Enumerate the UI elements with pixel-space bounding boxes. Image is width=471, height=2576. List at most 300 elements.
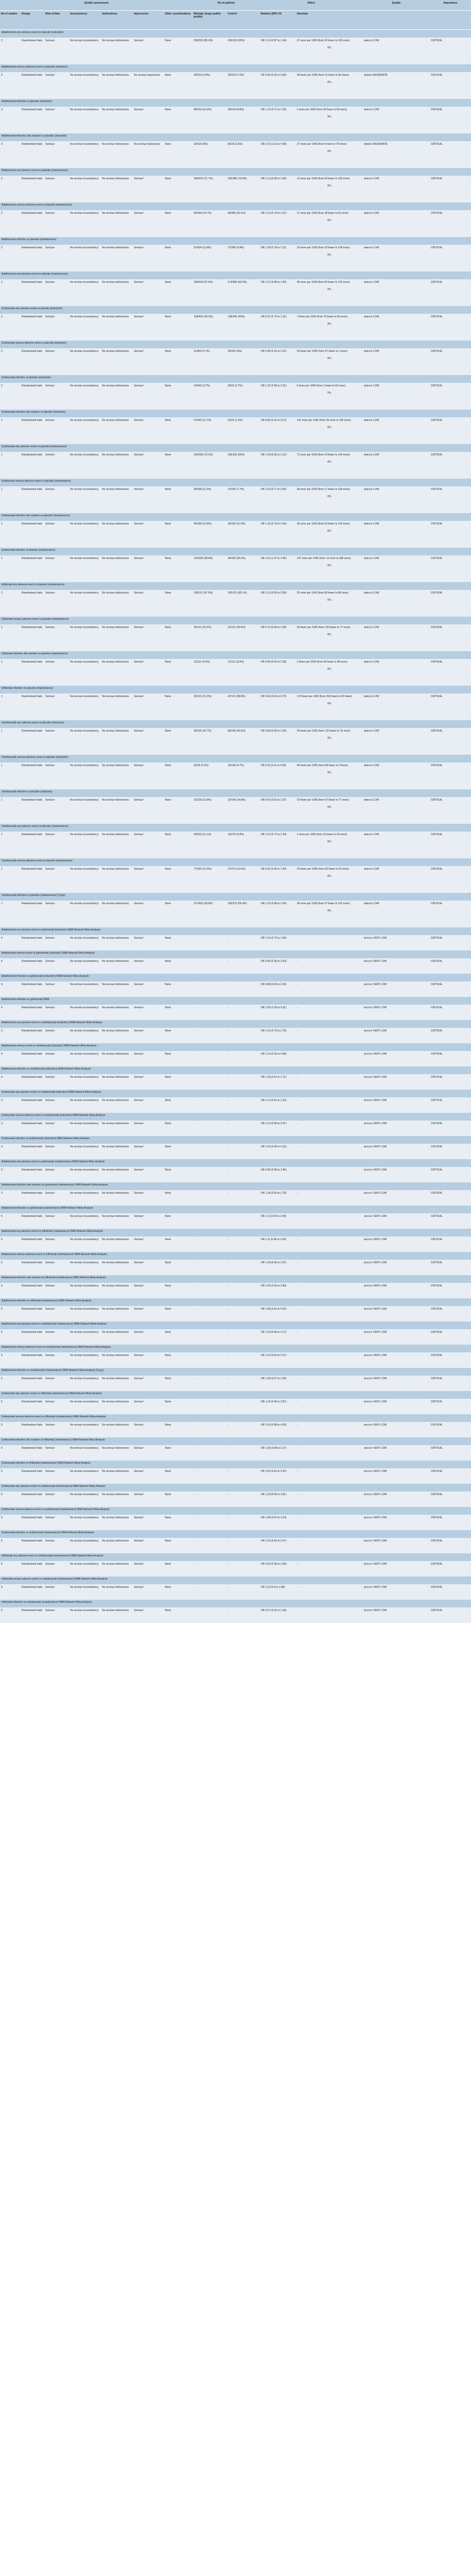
outcome-title-row — [0, 1136, 471, 1144]
absolute-effect — [296, 1213, 363, 1229]
risk-of-bias: Serious¹ — [44, 762, 69, 789]
no-of-studies: 1 — [0, 901, 21, 927]
indirectness: No serious indirectness — [101, 245, 133, 272]
biologic-drugs-count: 20/510 (3.9%) — [193, 72, 227, 99]
absolute-effect-value: 30 fewer per 1000 (from 47 fewer to 1 more) — [297, 350, 348, 353]
no-of-studies: 5 — [0, 1399, 21, 1414]
indirectness: No serious indirectness — [101, 590, 133, 617]
control-count: - — [227, 1028, 260, 1043]
outcome-title-row — [0, 686, 471, 693]
control-count: 202/286 (70.6%) — [227, 176, 260, 202]
absolute-effect — [296, 1190, 363, 1206]
other-considerations: None — [164, 176, 193, 202]
outcome-title: Golimumab infection site reaction vs infliximab (maintenance) NMA Network Meta-Analysis — [0, 1437, 471, 1445]
importance: CRITICAL — [430, 1236, 471, 1252]
control-count: 138/345 (40%) — [227, 314, 260, 341]
control-count: - — [227, 1005, 260, 1020]
indirectness: No serious indirectness — [101, 832, 133, 858]
no-of-studies: 5 — [0, 1352, 21, 1368]
outcome-title-row — [0, 1043, 471, 1051]
absolute-effect-value: 19 more per 1000 (from 20 fewer to 108 more) — [297, 246, 350, 249]
table-row — [0, 958, 471, 974]
absolute-effect — [296, 1074, 363, 1090]
control-count: - — [227, 1213, 260, 1229]
importance: CRITICAL — [430, 1306, 471, 1321]
design: Randomised trials — [21, 1097, 44, 1113]
absolute-effect — [296, 935, 363, 951]
table-row — [0, 1376, 471, 1391]
risk-of-bias: Serious¹ — [44, 1051, 69, 1066]
outcome-title: Golimumab infection site reaction vs placebo (maintenance) — [0, 513, 471, 521]
no-of-studies: 3 — [0, 1097, 21, 1113]
indirectness: No serious indirectness — [101, 1422, 133, 1437]
outcome-title-row — [0, 202, 471, 210]
design: Randomised trials — [21, 1306, 44, 1321]
outcome-title-row — [0, 997, 471, 1005]
table-row — [0, 797, 471, 824]
table-body — [0, 30, 471, 1623]
importance: CRITICAL — [430, 1329, 471, 1345]
risk-of-bias: Serious¹ — [44, 624, 69, 651]
indirectness: No serious indirectness — [101, 1329, 133, 1345]
imprecision: Serious² — [133, 1190, 164, 1206]
risk-of-bias: Serious¹ — [44, 210, 69, 237]
indirectness: No serious indirectness — [101, 935, 133, 951]
other-considerations: None — [164, 555, 193, 582]
quality-rating: ⊕⊕⊝⊝ LOW — [363, 38, 430, 64]
control-count: 5/331 (1.5%) — [227, 417, 260, 444]
biologic-drugs-count: 106/121 (87.6%) — [193, 590, 227, 617]
no-of-studies: 5 — [0, 1445, 21, 1461]
risk-of-bias: Serious¹ — [44, 935, 69, 951]
imprecision: Serious² — [133, 693, 164, 720]
no-of-studies: 1 — [0, 521, 21, 548]
design: Randomised trials — [21, 1445, 44, 1461]
risk-of-bias: Serious¹ — [44, 1005, 69, 1020]
risk-of-bias: Serious¹ — [44, 1028, 69, 1043]
header-group-row — [0, 0, 471, 11]
no-of-studies: 5 — [0, 1584, 21, 1600]
biologic-drugs-count: 47/402 (11.7%) — [193, 417, 227, 444]
absolute-effect-value: - — [297, 1192, 298, 1195]
relative-effect: OR 0.90 (0.39 to 2.09) — [260, 1561, 296, 1577]
risk-of-bias: Serious¹ — [44, 279, 69, 306]
design: Randomised trials — [21, 1376, 44, 1391]
quality-rating: ⊕⊕⊝⊝ LOW — [363, 417, 430, 444]
importance: CRITICAL — [430, 486, 471, 513]
biologic-drugs-count: - — [193, 1051, 227, 1066]
control-risk-percent: 0% — [327, 426, 331, 429]
relative-effect: OR 1.34 (0.65 to 2.78) — [260, 1190, 296, 1206]
control-count: - — [227, 1584, 260, 1600]
table-row — [0, 1607, 471, 1623]
other-considerations: None — [164, 486, 193, 513]
design: Randomised trials — [21, 1468, 44, 1484]
control-risk-percent: 0% — [327, 219, 331, 222]
biologic-drugs-count: - — [193, 1190, 227, 1206]
imprecision: Serious² — [133, 210, 164, 237]
outcome-title-row — [0, 582, 471, 590]
absolute-effect — [296, 245, 363, 272]
importance: CRITICAL — [430, 1074, 471, 1090]
relative-effect: OR 1.01 (0.71 to 1.44) — [260, 832, 296, 858]
column-header: No of studies — [0, 11, 21, 30]
absolute-effect-value: - — [297, 1331, 298, 1334]
risk-of-bias: Serious¹ — [44, 1329, 69, 1345]
control-count: 28/319 (8.8%) — [227, 107, 260, 133]
other-considerations: None — [164, 452, 193, 479]
absolute-effect-value: 2 more per 1000 (from 30 fewer to 50 more) — [297, 108, 347, 111]
biologic-drugs-count: 11/402 (2.7%) — [193, 348, 227, 375]
design: Randomised trials — [21, 1329, 44, 1345]
design: Randomised trials — [21, 624, 44, 651]
outcome-title-row — [0, 513, 471, 521]
indirectness: No serious indirectness — [101, 624, 133, 651]
other-considerations: None — [164, 348, 193, 375]
table-row — [0, 452, 471, 479]
design: Randomised trials — [21, 38, 44, 64]
no-of-studies: 2 — [0, 383, 21, 410]
outcome-title: Vedolizumab any adverse event vs placebo (maintenance) — [0, 824, 471, 832]
group-effect: Effect — [260, 0, 363, 11]
risk-of-bias: Serious¹ — [44, 1376, 69, 1391]
absolute-effect — [296, 1260, 363, 1275]
relative-effect: OR 1.12 (0.36 to 3.47) — [260, 1121, 296, 1136]
absolute-effect — [296, 1306, 363, 1321]
imprecision: Serious² — [133, 1352, 164, 1368]
inconsistency: No serious inconsistency — [69, 1399, 101, 1414]
biologic-drugs-count: - — [193, 1561, 227, 1577]
biologic-drugs-count: 5/225 (2.2%) — [193, 762, 227, 789]
absolute-effect — [296, 866, 363, 893]
quality-rating: ⊕⊝⊝⊝ VERY LOW — [363, 1445, 430, 1461]
other-considerations: None — [164, 1167, 193, 1182]
quality-rating: ⊕⊝⊝⊝ VERY LOW — [363, 1538, 430, 1553]
importance: CRITICAL — [430, 1445, 471, 1461]
design: Randomised trials — [21, 981, 44, 997]
outcome-title: Adalimumab any adverse event vs golimumab (induction) NMA Network Meta-Analysis — [0, 927, 471, 935]
design: Randomised trials — [21, 417, 44, 444]
no-of-studies: 1 — [0, 832, 21, 858]
importance: CRITICAL — [430, 659, 471, 686]
other-considerations: None — [164, 935, 193, 951]
indirectness: No serious indirectness — [101, 1074, 133, 1090]
outcome-title: Adalimumab infection vs golimumab (maintenance) NMA Network Meta-Analysis — [0, 1206, 471, 1213]
other-considerations: None — [164, 1190, 193, 1206]
no-of-studies: 4 — [0, 981, 21, 997]
absolute-effect-value: 45 fewer per 1000 (from 59 fewer to 3 fewer) — [297, 764, 348, 767]
imprecision: Serious² — [133, 176, 164, 202]
biologic-drugs-count: - — [193, 1121, 227, 1136]
indirectness: No serious indirectness — [101, 1607, 133, 1623]
absolute-effect-value: - — [297, 1539, 298, 1543]
control-count: - — [227, 1376, 260, 1391]
other-considerations: None — [164, 693, 193, 720]
quality-rating: ⊕⊝⊝⊝ VERY LOW — [363, 1561, 430, 1577]
outcome-title: Adalimumab serious adverse event vs infliximab (maintenance) NMA Network Meta-Analysis — [0, 1252, 471, 1260]
indirectness: No serious indirectness — [101, 1213, 133, 1229]
absolute-effect-value: 1 fewer per 1000 (from 55 fewer to 98 more) — [297, 660, 348, 664]
quality-rating: ⊕⊝⊝⊝ VERY LOW — [363, 1399, 430, 1414]
biologic-drugs-count: - — [193, 1422, 227, 1437]
inconsistency: No serious inconsistency — [69, 38, 101, 64]
column-header — [430, 11, 471, 30]
outcome-title-row — [0, 1507, 471, 1515]
table-row — [0, 1028, 471, 1043]
imprecision: No serious imprecision — [133, 141, 164, 168]
absolute-effect-value: - — [297, 1308, 298, 1311]
outcome-title: Infliximab infection site reaction vs placebo (maintenance) — [0, 651, 471, 659]
table-row — [0, 1399, 471, 1414]
imprecision: Serious² — [133, 383, 164, 410]
control-count: - — [227, 1097, 260, 1113]
relative-effect: OR 1.22 (0.63 to 2.37) — [260, 1352, 296, 1368]
other-considerations: None — [164, 1144, 193, 1159]
absolute-effect-value: - — [297, 1261, 298, 1264]
design: Randomised trials — [21, 590, 44, 617]
imprecision: Serious² — [133, 1074, 164, 1090]
other-considerations: None — [164, 1352, 193, 1368]
biologic-drugs-count: - — [193, 1260, 227, 1275]
control-count: 159/319 (29%) — [227, 38, 260, 64]
control-count: - — [227, 981, 260, 997]
control-count: - — [227, 1190, 260, 1206]
indirectness: No serious indirectness — [101, 1097, 133, 1113]
absolute-effect — [296, 1051, 363, 1066]
imprecision: Serious² — [133, 1167, 164, 1182]
absolute-effect — [296, 383, 363, 410]
control-count: 8/319 (2.5%) — [227, 141, 260, 168]
table-row — [0, 245, 471, 272]
table-row — [0, 555, 471, 582]
inconsistency: No serious inconsistency — [69, 693, 101, 720]
other-considerations: None — [164, 590, 193, 617]
no-of-studies: 5 — [0, 1515, 21, 1530]
biologic-drugs-count: - — [193, 1329, 227, 1345]
relative-effect: OR 1.15 (0.73 to 1.79) — [260, 1028, 296, 1043]
biologic-drugs-count: 35/309 (11.3%) — [193, 486, 227, 513]
indirectness: No serious indirectness — [101, 279, 133, 306]
outcome-title-row — [0, 1020, 471, 1028]
relative-effect: OR 1.06 (0.47 to 2.39) — [260, 1376, 296, 1391]
relative-effect: OR 1.93 (0.88 to 4.25) — [260, 1422, 296, 1437]
importance: CRITICAL — [430, 1561, 471, 1577]
absolute-effect — [296, 1399, 363, 1414]
control-risk-percent: 0% — [327, 840, 331, 843]
biologic-drugs-count: 304/424 (71.7%) — [193, 176, 227, 202]
table-row — [0, 314, 471, 341]
outcome-title: Golimumab infection vs vedolizumab (maintenance) NMA Network Meta-Analysis — [0, 1530, 471, 1538]
control-risk-percent: 0% — [327, 702, 331, 705]
outcome-title: Adalimumab infection site reaction vs golimumab (maintenance) NMA Network Meta-Analysis — [0, 1182, 471, 1190]
quality-rating: ⊕⊕⊝⊝ LOW — [363, 245, 430, 272]
outcome-title: Infliximab serious adverse event vs placebo (maintenance) — [0, 617, 471, 624]
quality-rating: ⊕⊝⊝⊝ VERY LOW — [363, 1515, 430, 1530]
biologic-drugs-count: 64/434 (14.7%) — [193, 210, 227, 237]
outcome-title-row — [0, 617, 471, 624]
quality-rating: ⊕⊝⊝⊝ VERY LOW — [363, 1329, 430, 1345]
control-count: 103/156 (66%) — [227, 452, 260, 479]
outcome-title-row — [0, 168, 471, 176]
table-row — [0, 72, 471, 99]
other-considerations: None — [164, 521, 193, 548]
other-considerations: None — [164, 1329, 193, 1345]
quality-rating: ⊕⊝⊝⊝ VERY LOW — [363, 1352, 430, 1368]
indirectness: No serious indirectness — [101, 1468, 133, 1484]
table-row — [0, 348, 471, 375]
outcome-title-row — [0, 1530, 471, 1538]
quality-rating: ⊕⊝⊝⊝ VERY LOW — [363, 958, 430, 974]
no-of-studies: 5 — [0, 1561, 21, 1577]
control-risk-percent: 0% — [327, 771, 331, 774]
control-count: - — [227, 1167, 260, 1182]
inconsistency: No serious inconsistency — [69, 1190, 101, 1206]
other-considerations: None — [164, 1005, 193, 1020]
absolute-effect-value: - — [297, 1099, 298, 1102]
other-considerations: None — [164, 245, 193, 272]
biologic-drugs-count: 371/620 (59.8%) — [193, 901, 227, 927]
biologic-drugs-count: - — [193, 958, 227, 974]
absolute-effect — [296, 832, 363, 858]
biologic-drugs-count: 32/510 (6%) — [193, 141, 227, 168]
importance: CRITICAL — [430, 797, 471, 824]
importance: CRITICAL — [430, 832, 471, 858]
absolute-effect — [296, 348, 363, 375]
absolute-effect-value: - — [297, 1029, 298, 1032]
imprecision: Serious² — [133, 832, 164, 858]
table-row — [0, 1213, 471, 1229]
outcome-title: Adalimumab any adverse event vs placebo (maintenance) — [0, 168, 471, 176]
control-count: - — [227, 1561, 260, 1577]
biologic-drugs-count: 86/510 (16.9%) — [193, 107, 227, 133]
inconsistency: No serious inconsistency — [69, 1538, 101, 1553]
table-row — [0, 107, 471, 133]
design: Randomised trials — [21, 314, 44, 341]
outcome-title: Golimumab infection vs vedolizumab (induction) NMA Network Meta-Analysis — [0, 1136, 471, 1144]
indirectness: No serious indirectness — [101, 762, 133, 789]
inconsistency: No serious inconsistency — [69, 1167, 101, 1182]
absolute-effect-value: 1 more per 1000 (from 16 fewer to 24 more) — [297, 833, 347, 836]
absolute-effect — [296, 521, 363, 548]
column-header: Risk of bias — [44, 11, 69, 30]
design: Randomised trials — [21, 797, 44, 824]
outcome-title: Adalimumab serious event vs vedolizumab (induction) NMA Network Meta-Analysis — [0, 1043, 471, 1051]
outcome-title: Golimumab infection vs placebo (induction) — [0, 375, 471, 383]
table-row — [0, 935, 471, 951]
relative-effect: OR 0.99 (0.43 to 2.28) — [260, 659, 296, 686]
imprecision: Serious² — [133, 521, 164, 548]
inconsistency: No serious inconsistency — [69, 1329, 101, 1345]
importance: CRITICAL — [430, 1376, 471, 1391]
outcome-title: Golimumab any adverse event vs placebo (induction) — [0, 306, 471, 314]
risk-of-bias: Serious¹ — [44, 38, 69, 64]
inconsistency: No serious inconsistency — [69, 901, 101, 927]
biologic-drugs-count: - — [193, 935, 227, 951]
risk-of-bias: Serious¹ — [44, 1399, 69, 1414]
design: Randomised trials — [21, 935, 44, 951]
control-risk-percent: 0% — [327, 288, 331, 291]
outcome-title-row — [0, 1298, 471, 1306]
control-count: - — [227, 1121, 260, 1136]
inconsistency: No serious inconsistency — [69, 1445, 101, 1461]
absolute-effect-value: - — [297, 1076, 298, 1079]
column-header: Inconsistency — [69, 11, 101, 30]
biologic-drugs-count: - — [193, 1468, 227, 1484]
table-row — [0, 141, 471, 168]
other-considerations: None — [164, 1445, 193, 1461]
risk-of-bias: Serious¹ — [44, 1260, 69, 1275]
importance: CRITICAL — [430, 762, 471, 789]
inconsistency: No serious inconsistency — [69, 279, 101, 306]
importance: CRITICAL — [430, 1005, 471, 1020]
other-considerations: None — [164, 417, 193, 444]
other-considerations: None — [164, 210, 193, 237]
control-risk-percent: 0% — [327, 184, 331, 188]
relative-effect: OR 1.13 (0.61 to 2.10) — [260, 1097, 296, 1113]
design: Randomised trials — [21, 866, 44, 893]
biologic-drugs-count: - — [193, 1167, 227, 1182]
absolute-effect-value: 174 fewer per 1000 (from 256 fewer to 66 fewer) — [297, 695, 352, 698]
control-risk-percent: 0% — [327, 115, 331, 118]
risk-of-bias: Serious¹ — [44, 1422, 69, 1437]
absolute-effect-value: 101 more per 1000 (from 33 more to 238 more) — [297, 419, 351, 422]
importance: CRITICAL — [430, 624, 471, 651]
risk-of-bias: Serious¹ — [44, 1121, 69, 1136]
table-row — [0, 1584, 471, 1600]
outcome-title-row — [0, 951, 471, 958]
outcome-title-row — [0, 1345, 471, 1352]
outcome-title-row — [0, 927, 471, 935]
control-count: - — [227, 1236, 260, 1252]
indirectness: No serious indirectness — [101, 210, 133, 237]
design: Randomised trials — [21, 383, 44, 410]
table-row — [0, 866, 471, 893]
quality-rating: ⊕⊝⊝⊝ VERY LOW — [363, 1468, 430, 1484]
absolute-effect — [296, 1561, 363, 1577]
importance: CRITICAL — [430, 38, 471, 64]
table-row — [0, 417, 471, 444]
outcome-title-row — [0, 548, 471, 555]
table-row — [0, 1167, 471, 1182]
inconsistency: No serious inconsistency — [69, 832, 101, 858]
outcome-title-row — [0, 1206, 471, 1213]
inconsistency: No serious inconsistency — [69, 417, 101, 444]
absolute-effect — [296, 590, 363, 617]
outcome-title-row — [0, 410, 471, 417]
importance: CRITICAL — [430, 521, 471, 548]
imprecision: Serious² — [133, 1399, 164, 1414]
imprecision: Serious² — [133, 1051, 164, 1066]
biologic-drugs-count: 96/225 (42.7%) — [193, 728, 227, 755]
table-row — [0, 1306, 471, 1321]
inconsistency: No serious inconsistency — [69, 1260, 101, 1275]
risk-of-bias: Serious¹ — [44, 981, 69, 997]
absolute-effect — [296, 1492, 363, 1507]
outcome-title: Vedolizumab infection vs placebo (maintenance) (Copy) — [0, 893, 471, 901]
imprecision: Serious² — [133, 659, 164, 686]
quality-rating: ⊕⊝⊝⊝ VERY LOW — [363, 1097, 430, 1113]
imprecision: Serious² — [133, 624, 164, 651]
no-of-studies: 5 — [0, 1306, 21, 1321]
absolute-effect — [296, 555, 363, 582]
outcome-title-row — [0, 306, 471, 314]
absolute-effect — [296, 107, 363, 133]
indirectness: No serious indirectness — [101, 1236, 133, 1252]
absolute-effect — [296, 1422, 363, 1437]
quality-rating: ⊕⊝⊝⊝ VERY LOW — [363, 1005, 430, 1020]
risk-of-bias: Serious¹ — [44, 693, 69, 720]
biologic-drugs-count: 51/434 (11.8%) — [193, 245, 227, 272]
